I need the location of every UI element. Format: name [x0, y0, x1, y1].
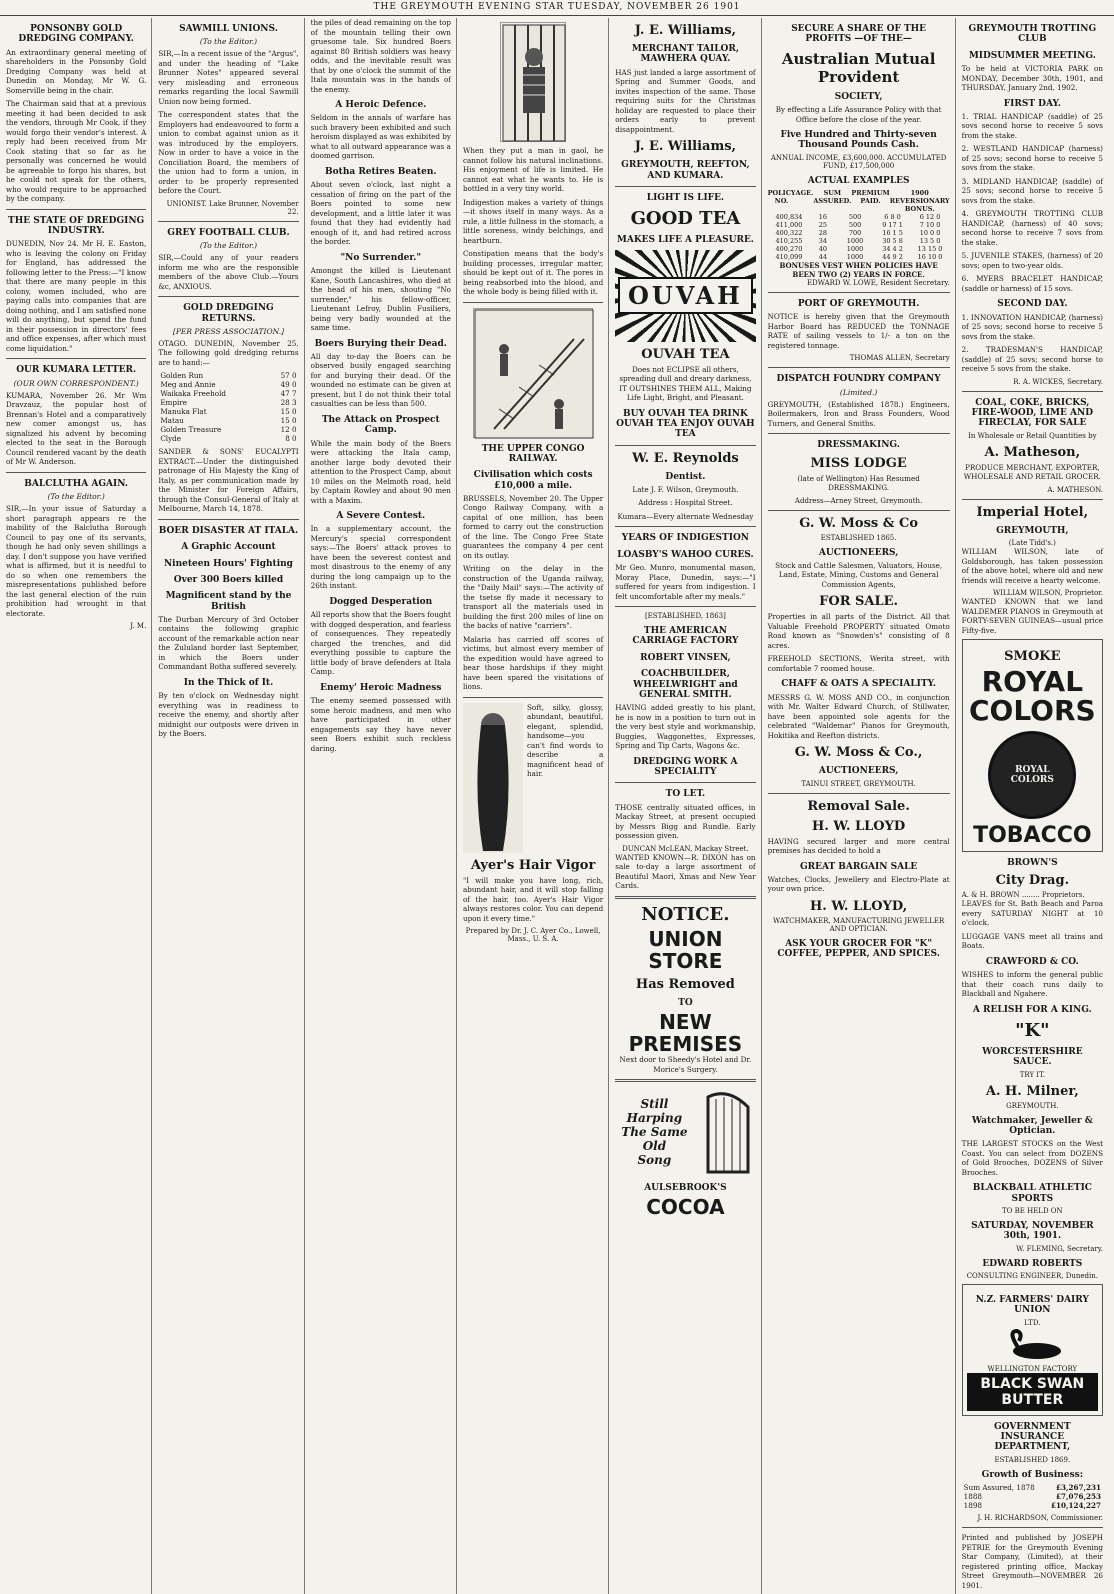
- indigestion-para-3: Constipation means that the body's building processes, irregular matter, should be kept out of it. The pores in being reabsorbed into the blood, and the whole body is being filled with it.: [462, 249, 604, 296]
- ouvah-tea-title: OUVAH TEA: [641, 346, 730, 362]
- relish-k: "K": [1015, 1020, 1050, 1041]
- reynolds-para: Late J. F. Wilson, Greymouth.: [632, 484, 739, 494]
- amp-agent: EDWARD W. LOWE, Resident Secretary.: [807, 279, 950, 288]
- drag-luggage: LUGGAGE VANS meet all trains and Boats.: [961, 931, 1103, 951]
- sale-para-2: FREEHOLD SECTIONS, Werita street, with comfortable 7 roomed house.: [767, 654, 950, 673]
- divider: [615, 526, 755, 527]
- kumara-headline: OUR KUMARA LETTER.: [16, 365, 137, 376]
- sawmill-headline: SAWMILL UNIONS.: [179, 24, 278, 34]
- boer-deck-2: Nineteen Hours' Fighting: [163, 558, 293, 569]
- itala-subhead-4: Boers Burying their Dead.: [314, 338, 447, 349]
- divider: [615, 896, 755, 899]
- dredging-headline: THE STATE OF DREDGING INDUSTRY.: [8, 215, 145, 237]
- itala-subhead-2: Botha Retires Beaten.: [325, 166, 437, 177]
- trotting-day-2: SECOND DAY.: [997, 299, 1068, 310]
- column-3: [311, 18, 457, 1594]
- moss-sub-2: AUCTIONEERS,: [818, 766, 899, 777]
- ponsonby-para-1: An extraordinary general meeting of shareholders in the Ponsonby Gold Dredging Company was held at Dunedin on Monday, Mr W. G. Somerville being in the chair.: [6, 47, 147, 95]
- moss-para: Stock and Cattle Salesmen, Valuators, House, Land, Estate, Mining, Customs and General Commission Agents,: [775, 560, 943, 589]
- congo-para-1: BRUSSELS, November 20. The Upper Congo Railway Company, with a capital of one million, has been formed to carry out the construction of the line. The Congo Free State guarantees the company 4 per cent on its outlay.: [462, 493, 604, 560]
- sunburst-logo: [615, 250, 755, 342]
- cocoa-ad: [615, 1087, 755, 1177]
- to-let-para: THOSE centrally situated offices, in Mackay Street, at present occupied by Messrs Bigg and Rundle. Early possession given.: [615, 802, 756, 841]
- sawmill-para-1: SIR,—In a recent issue of the "Argus", and under the heading of "Lake Brunner Notes" appeared several very misleading and erroneous remarks regarding the local Sawmill Union now being formed.: [158, 49, 299, 106]
- amp-para: By effecting a Life Assurance Policy with that Office before the close of the year.: [775, 105, 942, 124]
- chaff-para: MESSRS G. W. MOSS AND CO., in conjunction with Mr. Walter Edward Church, of Stillwater, have been appointed sole agents for the celebrated "Waldemar" Pianos for Greymouth, Hokitika and Reefton districts.: [767, 692, 950, 740]
- lloyd-name: H. W. LLOYD: [812, 818, 906, 834]
- removal-headline: Removal Sale.: [807, 798, 910, 814]
- football-byline: (To the Editor.): [199, 241, 258, 251]
- itala-subhead-3: "No Surrender.": [340, 252, 422, 263]
- trotting-sig: R. A. WICKES, Secretary.: [1013, 377, 1103, 386]
- tea-pleasure: MAKES LIFE A PLEASURE.: [616, 235, 754, 246]
- masthead: THE GREYMOUTH EVENING STAR TUESDAY, NOVEMBER 26 1901: [0, 0, 1114, 16]
- trotting-para: To be held at VICTORIA PARK on MONDAY, December 30th, 1901, and THURSDAY, January 2nd, 1902.: [961, 64, 1103, 93]
- cocoa-brand: AULSEBROOK'S: [644, 1183, 727, 1194]
- relish-try: TRY IT.: [1019, 1070, 1045, 1079]
- matheson-sig: A. MATHESON.: [1047, 485, 1103, 494]
- boer-deck-3: Over 300 Boers killed: [173, 574, 284, 585]
- crawford-headline: CRAWFORD & CO.: [985, 956, 1079, 967]
- table-row: 410,255 34 1000 30 5 8 13 5 0: [775, 237, 941, 246]
- divider: [768, 367, 950, 368]
- bargain-sale: GREAT BARGAIN SALE: [799, 861, 918, 872]
- itala-subhead-6: A Severe Contest.: [336, 511, 426, 522]
- eucalypti-para: SANDER & SONS' EUCALYPTI EXTRACT.—Under the distinguished patronage of His Majesty the King of Italy, as per communication made by the Minister for Foreign Affairs, through the Consul-General of Italy at Melbourne, March 14, 1878.: [158, 447, 299, 514]
- harbour-headline: PORT OF GREYMOUTH.: [797, 299, 920, 310]
- congo-caption: THE UPPER CONGO RAILWAY.: [481, 443, 585, 464]
- balclutha-headline: BALCLUTHA AGAIN.: [24, 478, 129, 489]
- harbour-para: NOTICE is hereby given that the Greymouth Harbor Board has REDUCED the TONNAGE RATE of sailing vessels to 1/- a ton on the registered tonnage.: [767, 312, 950, 350]
- trotting-event-3: 3. MIDLAND HANDICAP, (saddle) of 25 sovs; second horse to receive 5 sovs from the stake.: [961, 176, 1103, 205]
- williams-name: J. E. Williams,: [634, 23, 737, 38]
- athletic-sub: TO BE HELD ON: [1001, 1207, 1063, 1216]
- boer-deck-4: Magnificent stand by the British: [165, 591, 292, 612]
- divider: [768, 793, 950, 794]
- matheson-sub: In Wholesale or Retail Quantities by: [968, 431, 1097, 440]
- boer-para-1: The Durban Mercury of 3rd October contains the following graphic account of the remarkable action near the Zululand border last September, in which the Boers under Commandant Botha suffered severely.: [158, 614, 299, 672]
- divider: [158, 519, 298, 520]
- itala-subhead-8: Enemy' Heroic Madness: [320, 682, 442, 693]
- moss-est: ESTABLISHED 1865.: [820, 533, 897, 542]
- union-store: UNION STORE: [648, 926, 723, 973]
- itala-subhead-7: Dogged Desperation: [329, 596, 433, 607]
- carriage-trade: COACHBUILDER, WHEELWRIGHT and GENERAL SMITH.: [633, 669, 738, 700]
- boer-deck-1: A Graphic Account: [181, 542, 276, 553]
- moss-sub: AUCTIONEERS,: [818, 547, 899, 558]
- cocoa-product: COCOA: [646, 1195, 725, 1220]
- divider: [615, 186, 755, 187]
- reynolds-name: W. E. Reynolds: [632, 450, 739, 466]
- boer-para-2: By ten o'clock on Wednesday night everything was in readiness to receive the enemy, and shortly after midnight our outposts were driven in by the Boers.: [158, 691, 299, 739]
- notice-headline: NOTICE.: [641, 903, 730, 925]
- column-4: [463, 18, 609, 1594]
- colors-label: COLORS: [968, 694, 1096, 728]
- amp-fund: Five Hundred and Thirty-seven Thousand Pounds Cash.: [780, 130, 937, 151]
- harbour-sig: THOMAS ALLEN, Secretary: [849, 354, 950, 363]
- column-6: [768, 18, 956, 1594]
- sale-headline: FOR SALE.: [819, 594, 899, 610]
- divider: [6, 209, 146, 210]
- dress-address: Address—Arney Street, Greymouth.: [794, 496, 923, 505]
- hair-vigor-ad: [463, 703, 603, 853]
- dredging-para: DUNEDIN, Nov 24. Mr H. E. Easton, who is leaving the colony on Friday for England, has addressed the following letter to the Press:—"I know that there are many people in this colony, women included, who are paying calls into companies that are doing nothing, and I am satisfied none will do anything, but spend the fund in their possession in directors' fees and office expenses, after which must come liquidation.": [6, 239, 147, 353]
- hair-para-1: Soft, silky, glossy, abundant, beautiful, elegant, splendid, handsome—you can't find words to describe a magnificent head of hair.: [526, 702, 604, 779]
- milner-para: THE LARGEST STOCKS on the West Coast. You can select from DOZENS of Gold Brooches, DOZENS of Silver Brooches.: [961, 1139, 1103, 1177]
- to-let-headline: TO LET.: [665, 789, 706, 800]
- boer-subhead: In the Thick of It.: [183, 677, 274, 688]
- itala-para-7: In a supplementary account, the Mercury's special correspondent says:—The Boers' attack proves to have been the severest contest and most disastrous to the enemy of any during the long campaign up to the 26th instant.: [310, 524, 451, 591]
- amp-accum: ANNUAL INCOME, £3,600,000. ACCUMULATED FUND, £17,500,000: [770, 153, 947, 170]
- divider: [962, 499, 1103, 500]
- relish-headline: A RELISH FOR A KING.: [972, 1004, 1092, 1015]
- divider: [615, 606, 755, 607]
- matheson-para: PRODUCE MERCHANT, EXPORTER, WHOLESALE AND RETAIL GROCER.: [963, 462, 1101, 482]
- royal-colors-ad: [962, 639, 1103, 852]
- good-tea-headline: GOOD TEA: [630, 208, 741, 230]
- hair-brand: Ayer's Hair Vigor: [470, 857, 596, 873]
- table-row: 410,099 44 1000 44 9 2 16 10 0: [775, 253, 943, 262]
- reynolds-kumara: Kumara—Every alternate Wednesday: [617, 511, 754, 521]
- amp-footer: BONUSES VEST WHEN POLICIES HAVE BEEN TWO (2) YEARS IN FORCE.: [779, 261, 938, 280]
- football-headline: GREY FOOTBALL CLUB.: [167, 227, 290, 238]
- matheson-name: A. Matheson,: [984, 444, 1081, 460]
- reynolds-trade: Dentist.: [665, 471, 706, 482]
- imperial-town: GREYMOUTH,: [996, 525, 1069, 536]
- removal-para: HAVING secured larger and more central premises has decided to hold a: [767, 836, 950, 856]
- williams-para: HAS just landed a large assortment of Spring and Summer Goods, and invites inspection of the same. Those requiring suits for the Christmas holiday are requested to place their orders early to prevent disappointment.: [615, 67, 756, 134]
- returns-headline: GOLD DREDGING RETURNS.: [183, 303, 274, 324]
- ouvah-slogan: BUY OUVAH TEA DRINK OUVAH TEA ENJOY OUVAH TEA: [616, 408, 755, 440]
- congo-para-3: Malaria has carried off scores of victims, but almost every member of the expedition would have agreed to bear those hardships if they might have been spared the visitations of lions.: [462, 634, 604, 692]
- indigestion-para-1: When they put a man in gaol, he cannot follow his natural inclinations. His enjoyment of life is limited. He cannot eat what he wants to. He is bottled in a very tiny world.: [462, 146, 604, 193]
- tobacco-label: TOBACCO: [973, 822, 1092, 848]
- itala-para-2: Seldom in the annals of warfare has such bravery been exhibited and such heroism displayed as was exhibited by what to all outward appearance was a doomed garrison.: [310, 113, 451, 161]
- table-row: Sum Assured, 1878 £3,267,231: [963, 1483, 1101, 1493]
- returns-table: [158, 371, 298, 443]
- table-row: Matau 15 0: [160, 416, 297, 426]
- williams-trade: MERCHANT TAILOR, MAWHERA QUAY.: [631, 44, 739, 65]
- drag-para: LEAVES for St. Bath Beach and Paroa every SATURDAY NIGHT at 10 o'clock.: [961, 899, 1103, 928]
- returns-byline: [PER PRESS ASSOCIATION.]: [172, 326, 285, 336]
- table-row: 1898 £10,124,227: [963, 1501, 1101, 1511]
- union-to: TO: [678, 997, 693, 1008]
- trotting-event-6: 6. MYERS BRACELET HANDICAP, (saddle or harness) of 15 sovs.: [961, 274, 1103, 293]
- chaff-headline: CHAFF & OATS A SPECIALITY.: [781, 679, 936, 690]
- royal-colors-seal-icon: ROYAL COLORS: [988, 731, 1076, 819]
- table-row: 400,270 40 1000 34 4 2 13 15 0: [775, 245, 943, 254]
- sawmill-para-2: The correspondent states that the Employers had endeavoured to form a union to combat against union as it was introduced by the employers. Now in order to have a voice in the Conciliation Board, the members of the union had to form a union, in order to be properly represented before the Court.: [158, 110, 299, 196]
- roberts-name: EDWARD ROBERTS: [982, 1258, 1083, 1269]
- amp-table-header: POLICY NO. AGE. SUM ASSURED. PREMIUM PAID. 1900 REVERSIONARY BONUS.: [767, 189, 950, 214]
- cocoa-line-3: Old: [642, 1139, 667, 1154]
- trotting-sub: MIDSUMMER MEETING.: [968, 50, 1096, 61]
- imperial-late: (Late Tidd's.): [1008, 539, 1056, 548]
- imprint: Printed and published by JOSEPH PETRIE for the Greymouth Evening Star Company, (Limited), at their registered printing office, Mackay Street Greymouth—NOVEMBER 26 1901.: [961, 1533, 1103, 1590]
- foundry-para: GREYMOUTH, (Established 1878.) Engineers, Boilermakers, Iron and Brass Founders, Wood Turners, and General Smiths.: [767, 399, 950, 428]
- trotting-event-5: 5. JUVENILE STAKES, (harness) of 20 sovs; open to two-year olds.: [961, 251, 1103, 270]
- divider: [6, 472, 146, 473]
- dairy-union-ad: [962, 1284, 1103, 1416]
- balclutha-signature: J. M.: [130, 622, 147, 631]
- divider: [6, 358, 146, 359]
- pianos-para: WANTED KNOWN that we land WALDEMER PIANOS in Greymouth at FORTY-SEVEN GUINEAS—usual price Fifty-five.: [961, 597, 1103, 635]
- divider: [768, 292, 950, 293]
- divider: [463, 697, 603, 698]
- itala-para-5: All day to-day the Boers can be observed busily engaged searching for and burying their dead. Of the wounded no estimate can be given at present, but I do not think their total casualties can be less than 500.: [310, 351, 451, 409]
- itala-para-4: Amongst the killed is Lieutenant Kane, South Lancashires, who died at the head of his men, shouting "No surrender," his fellow-officer, Lieutenant Lefroy, Dublin Fusiliers, being very badly wounded at the same time.: [310, 266, 451, 333]
- table-row: 400,834 16 500 6 8 0 6 12 0: [775, 213, 941, 222]
- dairy-ltd: LTD.: [1024, 1318, 1041, 1327]
- sawmill-byline: (To the Editor.): [199, 37, 258, 47]
- table-row: Empire 28 3: [160, 398, 297, 408]
- dairy-mid: WELLINGTON FACTORY: [987, 1364, 1078, 1373]
- dixon-para: WANTED KNOWN—R. DIXON has on sale to-day a large assortment of Beautiful Maori, Xmas and New Year Cards.: [615, 852, 756, 891]
- divider: [768, 433, 950, 434]
- table-row: Meg and Annie 49 0: [160, 380, 297, 390]
- imperial-para: WILLIAM WILSON, late of Goldsborough, has taken possession of the above hotel, where old and new friends will receive a hearty welcome.: [961, 547, 1103, 585]
- itala-para-8: All reports show that the Boers fought with dogged desperation, and fearless of consequences. They repeatedly charged the trenches, and did everything possible to capture the little body of brave defenders at Itala Camp.: [310, 610, 451, 677]
- carriage-headline: THE AMERICAN CARRIAGE FACTORY: [632, 626, 739, 647]
- kumara-byline: (OUR OWN CORRESPONDENT.): [13, 378, 139, 388]
- long-hair-woman-illustration: [463, 703, 523, 853]
- trotting-event-4: 4. GREYMOUTH TROTTING CLUB HANDICAP, (harness) of 40 sovs; second horse to receive 7 sovs from the stake.: [961, 209, 1103, 247]
- drag-brown: BROWN'S: [1007, 857, 1058, 868]
- moss-name: G. W. Moss & Co: [799, 515, 919, 531]
- union-premises: NEW PREMISES: [628, 1010, 743, 1057]
- grocer-ad: ASK YOUR GROCER FOR "K" COFFEE, PEPPER, AND SPICES.: [777, 938, 940, 960]
- trotting-event-7: 1. INNOVATION HANDICAP, (harness) of 25 sovs; second horse to receive 5 sovs from the stake.: [961, 312, 1103, 341]
- williams-towns: GREYMOUTH, REEFTON, AND KUMARA.: [621, 160, 750, 181]
- insurance-growth: Growth of Business:: [981, 1469, 1084, 1480]
- sawmill-signature: UNIONIST. Lake Brunner, November 22.: [166, 199, 299, 216]
- carriage-name: ROBERT VINSEN,: [640, 652, 731, 663]
- table-row: Manuka Flat 15 0: [160, 407, 297, 417]
- moss-addr-2: TAINUI STREET, GREYMOUTH.: [801, 779, 916, 788]
- union-removed: Has Removed: [635, 976, 735, 992]
- carriage-para: HAVING added greatly to his plant, he is now in a position to turn out in the very best style and workmanship, Buggies, Waggonettes, Expresses, Spring and Tip Carts, Wagons &c.: [615, 703, 756, 751]
- roberts-sub: CONSULTING ENGINEER, Dunedin.: [966, 1272, 1098, 1281]
- wahoo-headline: YEARS OF INDIGESTION: [621, 533, 750, 544]
- wahoo-sub: LOASBY'S WAHOO CURES.: [617, 549, 754, 560]
- divider: [463, 302, 603, 303]
- page-columns: [6, 18, 1108, 1590]
- foundry-headline: DISPATCH FOUNDRY COMPANY: [776, 374, 941, 385]
- congo-railway-illustration: [473, 308, 593, 438]
- williams-name-2: J. E. Williams,: [634, 139, 737, 155]
- athletic-sig: W. FLEMING, Secretary.: [1016, 1244, 1103, 1253]
- trotting-day-1: FIRST DAY.: [1003, 98, 1061, 109]
- returns-intro: OTAGO. DUNEDIN, November 25. The following gold dredging returns are to hand:—: [158, 338, 299, 367]
- itala-para-6: While the main body of the Boers were attacking the Itala camp, another large body devoted their attention to the Prospect Camp, about 10 miles on the Melmoth road, held by Captain Rowley and about 90 men with a Maxim.: [310, 438, 451, 505]
- football-para: SIR,—Could any of your readers inform me who are the responsible members of the above Club.—Yours &c, ANXIOUS.: [158, 253, 299, 291]
- amp-top: SECURE A SHARE OF THE PROFITS —OF THE—: [791, 24, 927, 45]
- to-let-name: DUNCAN McLEAN, Mackay Street.: [622, 844, 749, 853]
- divider: [158, 221, 298, 222]
- trotting-event-2: 2. WESTLAND HANDICAP (harness) of 25 sovs; second horse to receive 5 sovs from the stake.: [961, 144, 1103, 173]
- imperial-sig: WILLIAM WILSON, Proprietor.: [992, 589, 1103, 598]
- hair-para-2: "I will make you have long, rich, abundant hair, and it will stop falling of the hair, too. Ayer's Hair Vigor always restores color. You can depend upon it every time.": [462, 875, 604, 923]
- royal-label: ROYAL: [981, 665, 1084, 699]
- union-para: Next door to Sheedy's Hotel and Dr. Morice's Surgery.: [619, 1055, 752, 1074]
- moss-name-2: G. W. Moss & Co.,: [794, 745, 923, 761]
- carriage-est: [ESTABLISHED, 1863]: [644, 612, 726, 621]
- congo-headline: Civilisation which costs £10,000 a mile.: [473, 470, 593, 491]
- table-row: Clyde 8 0: [160, 434, 297, 444]
- kumara-para: KUMARA, November 26. Mr Wm Dravzauz, the popular host of Brennan's Hotel and a comparatively new comer amongst us, has signalized his advent by becoming elected to the seat in the Borough Council rendered vacant by the death of Mr W. Anderson.: [6, 390, 147, 467]
- dairy-top: N.Z. FARMERS' DAIRY UNION: [975, 1295, 1089, 1316]
- wahoo-para: Mr Geo. Munro, monumental mason, Moray Place, Dunedin, says:—"I suffered for years from indigestion. I felt uncomfortable after my meals.": [615, 563, 756, 601]
- lloyd-trade: WATCHMAKER, MANUFACTURING JEWELLER AND OPTICIAN.: [772, 916, 945, 933]
- divider: [962, 1527, 1103, 1528]
- matheson-headline: COAL, COKE, BRICKS, FIRE-WOOD, LIME AND FIRECLAY, FOR SALE: [971, 397, 1094, 429]
- boer-headline: BOER DISASTER AT ITALA.: [158, 525, 299, 536]
- athletic-date: SATURDAY, NOVEMBER 30th, 1901.: [971, 1221, 1094, 1242]
- insurance-est: ESTABLISHED 1869.: [994, 1455, 1071, 1464]
- insurance-headline: GOVERNMENT INSURANCE DEPARTMENT,: [994, 1421, 1071, 1453]
- ouvah-logo: OUVAH: [618, 277, 753, 314]
- table-row: Golden Treasure 12 0: [160, 425, 297, 435]
- removal-para-2: Watches, Clocks, Jewellery and Electro-Plate at your own price.: [767, 874, 950, 894]
- table-row: Golden Run 57 0: [160, 371, 297, 381]
- amp-name: Australian Mutual Provident: [781, 49, 936, 86]
- balclutha-para: SIR,—In your issue of Saturday a short paragraph appears re the inability of the Balclutha Borough Council to pay one of its servants, though he had only seven shillings a day. I don't suppose you have verified what is affirmed, but it is needful to do so when one remembers the misrepresentations published before the last general election of the ruin prohibition had wrought in that electorate.: [6, 504, 147, 618]
- dredging-work: DREDGING WORK A SPECIALITY: [633, 756, 738, 778]
- divider: [615, 1079, 755, 1082]
- congo-para-2: Writing on the delay in the construction of the Uganda railway, the "Daily Mail" says:—The activity of the tsetse fly made it necessary to transport all the materials used in building the first 200 miles of line on the backs of native "carriers".: [462, 564, 604, 631]
- column-5: [615, 18, 761, 1594]
- column-7: [962, 18, 1108, 1594]
- insurance-table: [962, 1483, 1103, 1510]
- itala-para-3: About seven o'clock, last night a cessation of firing on the part of the Boers pointed to some new development, and a little later it was found that they had evidently had enough of it, and had retired across the border.: [310, 180, 451, 247]
- dress-para: (late of Wellington) Has Resumed DRESSMAKING.: [797, 473, 920, 493]
- black-swan-icon: [997, 1327, 1067, 1361]
- divider: [615, 782, 755, 783]
- itala-para-1: the piles of dead remaining on the top of the mountain telling their own gruesome tale. Six hundred Boers against 80 British soldiers was heavy odds, and the inevitable result was that by one o'clock the summit of the Itala mountain was in the hands of the enemy.: [310, 18, 451, 94]
- athletic-headline: BLACKBALL ATHLETIC SPORTS: [972, 1183, 1092, 1204]
- cocoa-line-1: Still Harping: [626, 1097, 683, 1126]
- dress-name: MISS LODGE: [810, 455, 907, 471]
- drag-name: City Drag.: [995, 873, 1070, 889]
- relish-sub: WORCESTERSHIRE SAUCE.: [982, 1047, 1083, 1068]
- tea-tagline: LIGHT IS LIFE.: [646, 192, 725, 203]
- ponsonby-para-2: The Chairman said that at a previous meeting it had been decided to ask the vendors, through Mr Cook, if they would forgo their vendor's interest. A reply had been received from Mr Cook stating that so far as he personally was concerned he would be agreeable to forgo his shares, but he could not speak for the others, who would require to be approached by the company.: [6, 99, 147, 204]
- balclutha-byline: (To the Editor.): [47, 492, 105, 502]
- hair-maker: Prepared by Dr. J. C. Ayer Co., Lowell, Mass., U. S. A.: [465, 927, 601, 944]
- milner-sub: Watchmaker, Jeweller & Optician.: [971, 1115, 1093, 1137]
- milner-name: A. H. Milner,: [985, 1083, 1079, 1099]
- divider: [158, 296, 298, 297]
- trotting-event-1: 1. TRIAL HANDICAP (saddle) of 25 sovs second horse to receive 5 sovs from the stake.: [961, 111, 1103, 140]
- table-row: 400,322 28 700 16 1 5 10 0 0: [775, 229, 941, 238]
- black-swan-butter: BLACK SWAN BUTTER: [967, 1373, 1098, 1411]
- trotting-headline: GREYMOUTH TROTTING CLUB: [968, 24, 1097, 45]
- crawford-para: WISHES to inform the general public that their coach runs daily to Blackball and Ngahere.: [961, 970, 1103, 999]
- smoke-label: SMOKE: [1004, 649, 1061, 665]
- ponsonby-headline: PONSONBY GOLD DREDGING COMPANY.: [18, 24, 134, 45]
- harp-illustration: [698, 1087, 756, 1177]
- reynolds-address: Address : Hospital Street.: [638, 498, 733, 508]
- drag-prop: A. & H. BROWN ........ Proprietors.: [961, 891, 1085, 900]
- divider: [768, 510, 950, 511]
- amp-examples: ACTUAL EXAMPLES: [807, 175, 910, 186]
- itala-subhead-1: A Heroic Defence.: [335, 100, 427, 110]
- ouvah-para: Does not ECLIPSE all others, spreading dull and dreary darkness, IT OUTSHINES THEM ALL, Making Life Light, Bright, and Pleasant.: [619, 364, 752, 403]
- prisoner-illustration: [500, 22, 566, 142]
- divider: [962, 391, 1103, 392]
- sale-para-1: Properties in all parts of the District. All that Valuable Freehold PROPERTY situated Omoto Road known as "Snowden's" consisting of 8 acres.: [767, 612, 950, 650]
- column-1: [6, 18, 152, 1594]
- dress-headline: DRESSMAKING.: [817, 440, 900, 451]
- foundry-sub: (Limited.): [839, 387, 878, 397]
- milner-town: GREYMOUTH.: [1006, 1101, 1059, 1110]
- table-row: 411,000 25 500 9 17 1 7 10 0: [775, 221, 941, 230]
- itala-subhead-5: The Attack on Prospect Camp.: [321, 414, 440, 436]
- amp-society: SOCIETY,: [834, 91, 883, 102]
- imperial-name: Imperial Hotel,: [976, 504, 1089, 520]
- cocoa-line-2: The Same: [621, 1125, 688, 1140]
- itala-para-9: The enemy seemed possessed with some heroic madness, and men who have participated in other engagements say they have never seen Boers exhibit such reckless daring.: [310, 696, 451, 753]
- indigestion-para-2: Indigestion makes a variety of things—it shows itself in many ways. As a rule, a little fullness in the stomach, a little soreness, windy belchings, and heartburn.: [462, 197, 604, 245]
- cocoa-line-4: Song: [637, 1153, 672, 1168]
- trotting-event-8: 2. TRADESMAN'S HANDICAP, (saddle) of 25 sovs; second horse to receive 5 sovs from the stake.: [961, 345, 1103, 374]
- table-row: Waikaka Freehold 47 7: [160, 389, 297, 399]
- divider: [615, 445, 755, 446]
- column-2: [158, 18, 304, 1594]
- lloyd-name-2: H. W. LLOYD,: [810, 898, 908, 914]
- table-row: 1888 £7,076,253: [963, 1492, 1101, 1502]
- insurance-sig: J. H. RICHARDSON, Commissioner.: [977, 1514, 1103, 1523]
